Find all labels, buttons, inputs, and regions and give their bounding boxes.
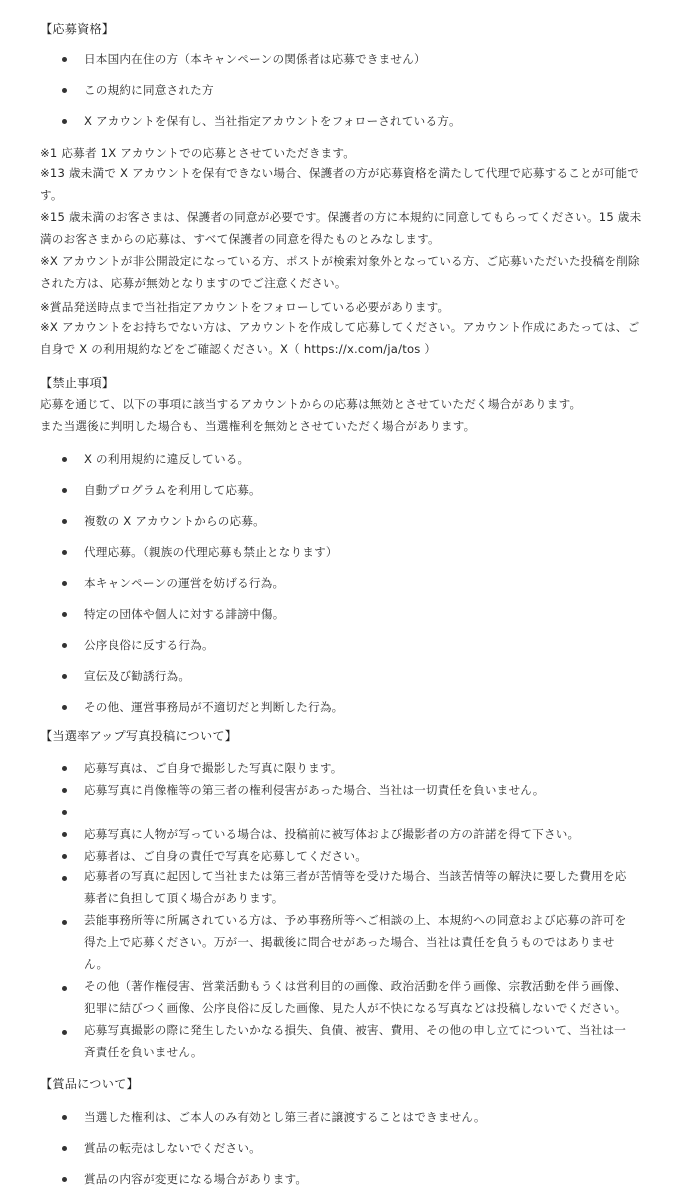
bullet-icon [62,119,67,124]
bullet-icon [62,920,67,925]
list-item: 賞品の内容が変更になる場合があります。 [84,1172,308,1186]
note: ※1 応募者 1X アカウントでの応募とさせていただきます。 [40,146,356,160]
list-item: 自動プログラムを利用して応募。 [84,483,261,497]
bullet-icon [62,1115,67,1120]
list-item: 特定の団体や個人に対する誹謗中傷。 [84,607,285,621]
bullet-icon [62,788,67,793]
bullet-icon [62,1030,67,1035]
bullet-icon [62,643,67,648]
note: ※X アカウントが非公開設定になっている方、ポストが検索対象外となっている方、ご応募いただいた投稿を削除された方は、応募が無効となりますのでご注意ください。 [40,254,640,290]
list-item: 応募者の写真に起因して当社または第三者が苦情等を受けた場合、当該苦情等の解決に要した費用を応募者に負担して頂く場合があります。 [84,869,627,905]
list-item: 日本国内在住の方（本キャンペーンの関係者は応募できません） [84,52,426,66]
bullet-icon [62,810,67,815]
list-item: X の利用規約に違反している。 [84,452,250,466]
bullet-icon [62,674,67,679]
section-title-photo-posting: 【当選率アップ写真投稿について】 [40,729,238,743]
section-title-eligibility: 【応募資格】 [40,22,115,36]
list-item: 芸能事務所等に所属されている方は、予め事務所等へご相談の上、本規約への同意および応募の許可を得た上で応募ください。万が一、掲載後に問合せがあった場合、当社は責任を負うものではありません。 [84,913,627,971]
list-item: X アカウントを保有し、当社指定アカウントをフォローされている方。 [84,114,461,128]
list-item: その他、運営事務局が不適切だと判断した行為。 [84,700,344,714]
list-item: 公序良俗に反する行為。 [84,638,214,652]
bullet-icon [62,876,67,881]
bullet-icon [62,832,67,837]
bullet-icon [62,550,67,555]
list-item: 応募者は、ご自身の責任で写真を応募してください。 [84,849,368,863]
list-item: 応募写真は、ご自身で撮影した写真に限ります。 [84,761,343,775]
bullet-icon [62,766,67,771]
bullet-icon [62,581,67,586]
list-item: 応募写真に人物が写っている場合は、投稿前に被写体および撮影者の方の許諾を得て下さい。 [84,827,580,841]
list-item: 応募写真撮影の際に発生したいかなる損失、負債、被害、費用、その他の申し立てについて、当社は一斉責任を負いません。 [84,1023,627,1059]
note: ※賞品発送時点まで当社指定アカウントをフォローしている必要があります。 [40,300,450,314]
note: ※X アカウントをお持ちでない方は、アカウントを作成して応募してください。アカウント作成にあたっては、ご自身で X の利用規約などをご確認ください。X（ https://x.com/ja/tos ） [40,320,640,356]
section-title-prohibited: 【禁止事項】 [40,376,115,390]
list-item: この規約に同意された方 [84,83,214,97]
list-item: 本キャンペーンの運営を妨げる行為。 [84,576,285,590]
section-title-prizes: 【賞品について】 [40,1077,139,1091]
bullet-icon [62,88,67,93]
bullet-icon [62,519,67,524]
bullet-icon [62,57,67,62]
note: ※15 歳未満のお客さまは、保護者の同意が必要です。保護者の方に本規約に同意してもらってください。15 歳未満のお客さまからの応募は、すべて保護者の同意を得たものとみなします。 [40,210,642,246]
note: ※13 歳未満で X アカウントを保有できない場合、保護者の方が応募資格を満たして代理で応募することが可能です。 [40,166,640,202]
bullet-icon [62,488,67,493]
intro-text: 応募を通じて、以下の事項に該当するアカウントからの応募は無効とさせていただく場合があります。 [40,397,582,411]
list-item: その他（著作権侵害、営業活動もうくは営利目的の画像、政治活動を伴う画像、宗教活動を伴う画像、犯罪に結びつく画像、公序良俗に反した画像、見た人が不快になる写真などは投稿しないでください。 [84,979,627,1015]
bullet-icon [62,1177,67,1182]
intro-text: また当選後に判明した場合も、当選権利を無効とさせていただく場合があります。 [40,419,476,433]
list-item: 賞品の転売はしないでください。 [84,1141,261,1155]
bullet-icon [62,457,67,462]
bullet-icon [62,854,67,859]
list-item: 応募写真に肖像権等の第三者の権利侵害があった場合、当社は一切責任を負いません。 [84,783,545,797]
list-item: 宣伝及び勧誘行為。 [84,669,191,683]
bullet-icon [62,705,67,710]
bullet-icon [62,612,67,617]
list-item: 代理応募。（親族の代理応募も禁止となります） [84,545,338,559]
bullet-icon [62,1146,67,1151]
list-item: 複数の X アカウントからの応募。 [84,514,265,528]
bullet-icon [62,986,67,991]
list-item: 当選した権利は、ご本人のみ有効とし第三者に譲渡することはできません。 [84,1110,486,1124]
